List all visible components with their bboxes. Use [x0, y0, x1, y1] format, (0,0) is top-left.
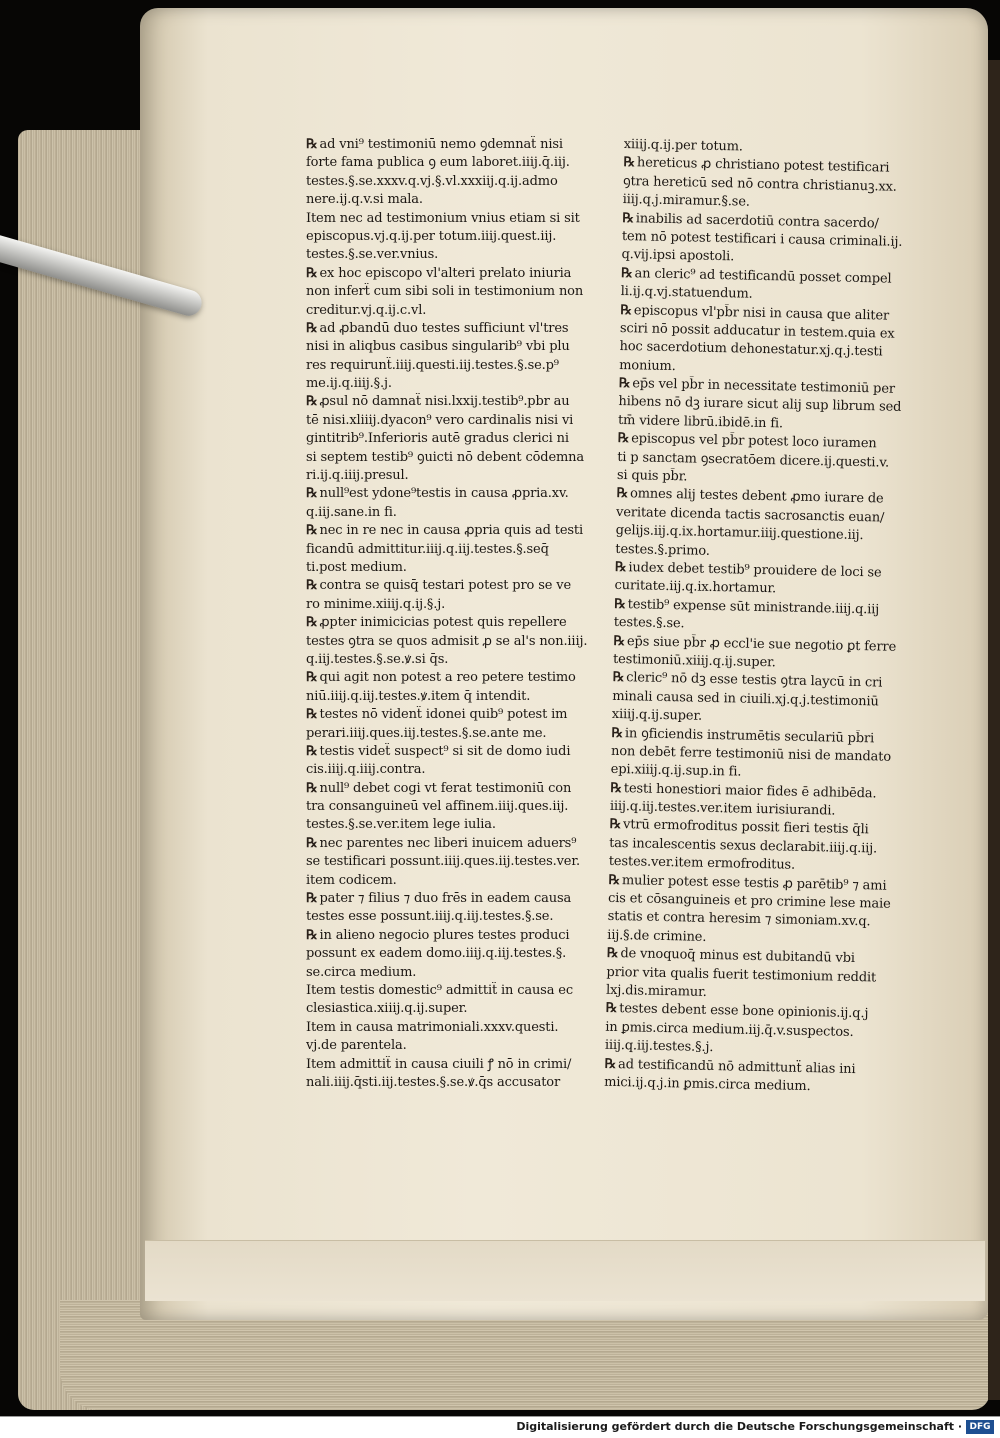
text-line [306, 890, 602, 908]
text-line [306, 633, 602, 651]
line-text: testes.§.se.ver.vnius. [306, 247, 439, 263]
paragraph-mark-icon: ℞ [605, 1001, 618, 1017]
paragraph-mark-icon: ℞ [306, 137, 318, 152]
paragraph-mark-icon: ℞ [306, 578, 318, 594]
text-line [306, 449, 602, 467]
line-text: gelijs.iij.q.ix.hortamur.iiij.questione.iij. [615, 523, 864, 544]
footer-bar [0, 1416, 1000, 1438]
line-text: in alieno negocio plures testes produci [319, 927, 570, 943]
line-text: in ꝯficiendis instrumētis seculariū pb̄ri [624, 725, 875, 746]
line-text: non inferẗ cum sibi soli in testimonium non [306, 284, 584, 300]
text-line [306, 265, 602, 283]
line-text: nec parentes nec liberi inuicem aduers⁹ [319, 835, 577, 851]
line-text: cis et cōsanguineis et pro crimine lese maie [607, 890, 891, 912]
line-text: an cleric⁹ ad testificandū posset compel [634, 265, 892, 287]
text-line [306, 743, 602, 761]
text-line [306, 559, 602, 577]
line-text: hereticus ꝓ christiano potest testificari [636, 155, 890, 176]
paragraph-mark-icon: ℞ [614, 596, 626, 612]
line-text: nere.ij.q.v.si mala. [306, 192, 423, 208]
paragraph-mark-icon: ℞ [306, 486, 318, 502]
text-line [306, 945, 602, 963]
line-text: nali.iiij.q̄sti.iij.testes.§.se.ꝟ.q̄s accusator [306, 1074, 561, 1090]
text-line [306, 927, 602, 945]
line-text: ex hoc episcopo vl'alteri prelato iniuria [319, 265, 572, 281]
line-text: testes debent esse bone opinionis.ij.q.j [619, 1001, 869, 1022]
text-line [306, 375, 602, 393]
paragraph-mark-icon: ℞ [618, 376, 631, 392]
line-text: perari.iiij.ques.iij.testes.§.se.ante me. [306, 725, 547, 741]
line-text: hibens nō dꝫ iurare sicut alij sup librum sed [618, 394, 902, 416]
text-line [306, 1019, 602, 1037]
text-line [306, 246, 602, 264]
line-text: Item testis domestic⁹ admittiẗ in causa ec [306, 982, 573, 998]
paragraph-mark-icon: ℞ [612, 670, 625, 686]
line-text: gintitrib⁹.Inferioris autē gradus clerici ni [306, 431, 569, 447]
line-text: sciri nō possit adducatur in testem.quia ex [619, 320, 895, 342]
paragraph-mark-icon: ℞ [617, 431, 630, 447]
line-text: tas incalescentis sexus declarabit.iiij.q.iij. [609, 835, 878, 857]
text-line [306, 964, 602, 982]
line-text: niū.iiij.q.iij.testes.ꝟ.item q̄ intendit. [306, 688, 531, 704]
line-text: monium. [619, 357, 676, 374]
line-text: ep̄s vel pb̄r in necessitate testimoniū per [632, 376, 896, 397]
line-text: episcopus vel pb̄r potest loco iuramen [631, 431, 877, 452]
line-text: se testificari possunt.iiij.ques.iij.testes.ver. [306, 854, 580, 870]
paragraph-mark-icon: ℞ [610, 780, 623, 796]
line-text: cis.iiij.q.iiij.contra. [306, 762, 426, 778]
line-text: veritate dicenda tactis sacrosanctis euan/ [615, 504, 885, 526]
text-line [306, 872, 602, 890]
line-text: q.iij.sane.in fi. [306, 504, 397, 520]
text-line [306, 467, 602, 485]
line-text: non debēt ferre testimoniū nisi de mandato [610, 743, 892, 765]
line-text: li.ij.q.vj.statuendum. [620, 284, 753, 302]
line-text: tm̄ videre librū.ibidē.in fi. [617, 412, 784, 432]
book-binding [988, 60, 1000, 1400]
line-text: si septem testib⁹ ꝯuicti nō debent cōdemna [306, 449, 584, 465]
line-text: iudex debet testib⁹ prouidere de loci se [628, 560, 882, 581]
paragraph-mark-icon: ℞ [614, 559, 627, 576]
text-line [306, 485, 602, 503]
line-text: nisi in aliqbus casibus singularib⁹ vbi plu [306, 339, 570, 355]
line-text: minali causa sed in ciuili.xj.q.j.testimoniū [612, 688, 879, 710]
line-text: iiij.q.iij.testes.ver.item iurisiurandi. [609, 798, 836, 819]
text-line [306, 780, 602, 798]
text-line [306, 596, 602, 614]
line-text: ꝯtra hereticū sed nō contra christianuꝫ.xx. [622, 173, 897, 195]
text-line [306, 283, 602, 301]
text-line [306, 798, 602, 816]
line-text: ad ꝓbandū duo testes sufficiunt vl'tres [319, 320, 569, 336]
text-line [306, 522, 602, 540]
line-text: Item in causa matrimoniali.xxxv.questi. [306, 1019, 559, 1035]
line-text: episcopus.vj.q.ij.per totum.iiij.quest.iij. [306, 228, 557, 244]
text-line [306, 393, 602, 411]
line-text: prior vita qualis fuerit testimonium reddit [606, 964, 877, 986]
line-text: pater ⁊ filius ⁊ duo frēs in eadem causa [319, 891, 572, 907]
line-text: tē nisi.xliiij.dyacon⁹ vero cardinalis nisi vi [306, 412, 574, 428]
line-text: statis et contra heresim ⁊ simoniam.xv.q. [607, 909, 871, 930]
line-text: omnes alij testes debent ꝓmo iurare de [629, 486, 884, 507]
text-line [306, 154, 602, 172]
text-line [306, 669, 602, 687]
paragraph-mark-icon: ℞ [613, 633, 626, 649]
line-text: hoc sacerdotium dehonestatur.xj.q.j.testi [619, 339, 883, 360]
line-text: iij.§.de crimine. [607, 927, 707, 945]
line-text: se.circa medium. [306, 964, 417, 980]
text-line [306, 320, 602, 338]
text-line [306, 651, 602, 669]
line-text: in ꝑmis.circa medium.iij.q̄.v.suspectos. [605, 1019, 854, 1040]
line-text: creditur.vj.q.ij.c.vl. [306, 302, 427, 318]
paragraph-mark-icon: ℞ [306, 707, 318, 723]
text-line [306, 412, 602, 430]
paragraph-mark-icon: ℞ [620, 265, 633, 281]
paragraph-mark-icon: ℞ [306, 394, 318, 410]
text-line [306, 1056, 602, 1074]
paragraph-mark-icon: ℞ [306, 891, 318, 907]
text-line [306, 835, 602, 853]
line-text: null⁹est ydone⁹testis in causa ꝓpria.xv. [319, 486, 569, 502]
line-text: me.ij.q.iiij.§.j. [306, 376, 392, 392]
text-line [306, 210, 602, 228]
paragraph-mark-icon: ℞ [608, 872, 621, 888]
line-text: testes.ver.item ermofroditus. [608, 854, 796, 873]
paragraph-mark-icon: ℞ [306, 265, 318, 281]
text-line [306, 614, 602, 632]
right-text-column [604, 136, 916, 1098]
line-text: epi.xiiij.q.ij.sup.in fi. [610, 762, 742, 780]
line-text: si quis pb̄r. [616, 467, 688, 485]
paragraph-mark-icon: ℞ [604, 1056, 617, 1072]
line-text: testes.§.se.ver.item lege iulia. [306, 817, 496, 833]
text-line [306, 136, 602, 154]
text-line [306, 430, 602, 448]
line-text: xiiij.q.ij.super. [611, 706, 703, 724]
line-text: null⁹ debet cogi vt ferat testimoniū con [319, 780, 572, 796]
text-line [306, 816, 602, 834]
text-line [306, 1037, 602, 1055]
paragraph-mark-icon: ℞ [609, 817, 622, 833]
paragraph-mark-icon: ℞ [306, 743, 318, 759]
line-text: ad testificandū nō admittunẗ alias ini [617, 1056, 856, 1077]
text-line [306, 908, 602, 926]
line-text: qui agit non potest a reo petere testimo [319, 670, 576, 686]
line-text: q.vij.ipsi apostoli. [621, 247, 735, 265]
line-text: curitate.iij.q.ix.hortamur. [614, 578, 777, 597]
line-text: ri.ij.q.iiij.presul. [306, 468, 409, 484]
line-text: iiij.q.j.miramur.§.se. [622, 192, 750, 210]
line-text: Item nec ad testimonium vnius etiam si sit [306, 210, 580, 226]
page-lower-fold [145, 1240, 985, 1301]
text-line [306, 504, 602, 522]
text-line [306, 541, 602, 559]
footer-credit: Digitalisierung gefördert durch die Deutsche Forschungsgemeinschaft · [516, 1420, 962, 1433]
text-line [306, 1074, 602, 1092]
line-text: vtrū ermofroditus possit fieri testis q̄li [622, 817, 869, 838]
text-line [306, 191, 602, 209]
line-text: testes ꝯtra se quos admisit ꝓ se al's non.iiij. [306, 633, 588, 649]
paragraph-mark-icon: ℞ [306, 615, 318, 631]
line-text: de vnoquoq̄ minus est dubitandū vbi [620, 946, 855, 967]
text-line [306, 228, 602, 246]
paragraph-mark-icon: ℞ [306, 320, 318, 336]
line-text: inabilis ad sacerdotiū contra sacerdo/ [635, 210, 879, 231]
line-text: vj.de parentela. [306, 1038, 407, 1054]
paragraph-mark-icon: ℞ [606, 946, 619, 962]
line-text: cleric⁹ nō dꝫ esse testis ꝯtra laycū in cri [626, 670, 883, 691]
line-text: ti p sanctam ꝯsecratōem dicere.ij.questi.v. [617, 449, 890, 471]
text-line [306, 706, 602, 724]
paragraph-mark-icon: ℞ [622, 210, 634, 226]
left-text-column [306, 136, 602, 1092]
paragraph-mark-icon: ℞ [623, 155, 636, 171]
line-text: mici.ij.q.j.in ꝑmis.circa medium. [604, 1074, 811, 1095]
paragraph-mark-icon: ℞ [306, 670, 318, 686]
line-text: testes.§.se. [613, 615, 685, 632]
line-text: item codicem. [306, 872, 397, 888]
line-text: testes.§.se.xxxv.q.vj.§.vl.xxxiij.q.ij.admo [306, 173, 558, 189]
text-line [306, 577, 602, 595]
line-text: ꝓsul nō damnaẗ nisi.lxxij.testib⁹.pb̄r au [319, 394, 570, 410]
paragraph-mark-icon: ℞ [306, 780, 318, 796]
line-text: testes esse possunt.iiij.q.iij.testes.§.se. [306, 909, 554, 925]
line-text: ꝓpter inimicicias potest quis repellere [319, 615, 567, 631]
paragraph-mark-icon: ℞ [620, 302, 633, 318]
dfg-logo-icon: DFG [966, 1420, 994, 1434]
text-line [306, 173, 602, 191]
line-text: Item admittiẗ in causa ciuili ꝭ nō in crimi/ [306, 1056, 572, 1072]
paragraph-mark-icon: ℞ [306, 523, 318, 539]
line-text: ficandū admittitur.iiij.q.iij.testes.§.seq̄ [306, 541, 549, 557]
paragraph-mark-icon: ℞ [616, 486, 629, 502]
line-text: ro minime.xiiij.q.ij.§.j. [306, 596, 446, 612]
text-line [306, 725, 602, 743]
line-text: tra consanguineū vel affinem.iiij.ques.iij. [306, 799, 569, 815]
line-text: iiij.q.iij.testes.§.j. [604, 1037, 714, 1056]
text-line [306, 761, 602, 779]
text-line [306, 982, 602, 1000]
line-text: possunt ex eadem domo.iiij.q.iij.testes.§. [306, 946, 567, 962]
line-text: nec in re nec in causa ꝓpria quis ad testi [319, 523, 583, 539]
paragraph-mark-icon: ℞ [306, 927, 318, 943]
line-text: ti.post medium. [306, 559, 407, 575]
text-line [306, 688, 602, 706]
line-text: xiiij.q.ij.per totum. [623, 136, 744, 155]
line-text: contra se quisq̄ testari potest pro se ve [319, 578, 571, 594]
line-text: testib⁹ expense sūt ministrande.iiij.q.iij [627, 596, 880, 618]
line-text: ep̄s siue pb̄r ꝓ eccl'ie sue negotio ꝑt ferre [626, 633, 897, 655]
line-text: mulier potest esse testis ꝓ parētib⁹ ⁊ ami [621, 872, 887, 894]
text-line [306, 302, 602, 320]
line-text: forte fama publica ꝯ eum laboret.iiij.q̄.iij. [306, 155, 570, 171]
line-text: testi honestiori maior fides ē adhibēda. [623, 780, 877, 802]
text-line [306, 357, 602, 375]
line-text: tem nō potest testificari i causa criminali.ij. [621, 228, 903, 250]
paragraph-mark-icon: ℞ [611, 725, 624, 741]
line-text: ad vni⁹ testimoniū nemo ꝯdemnaẗ nisi [319, 137, 563, 152]
line-text: lxj.dis.miramur. [605, 982, 707, 1000]
line-text: testis videẗ suspect⁹ si sit de domo iudi [319, 743, 571, 759]
line-text: q.iij.testes.§.se.ꝟ.si q̄s. [306, 651, 449, 667]
line-text: testes.§.primo. [615, 541, 710, 559]
line-text: testes nō videnẗ idonei quib⁹ potest im [319, 707, 568, 723]
line-text: res requirunẗ.iiij.questi.iij.testes.§.se.p⁹ [306, 357, 559, 373]
text-line [306, 853, 602, 871]
line-text: episcopus vl'pb̄r nisi in causa que aliter [633, 302, 890, 324]
text-line [306, 1000, 602, 1018]
line-text: clesiastica.xiiij.q.ij.super. [306, 1001, 468, 1017]
line-text: testimoniū.xiiij.q.ij.super. [612, 651, 776, 671]
text-line [306, 338, 602, 356]
paragraph-mark-icon: ℞ [306, 835, 318, 851]
